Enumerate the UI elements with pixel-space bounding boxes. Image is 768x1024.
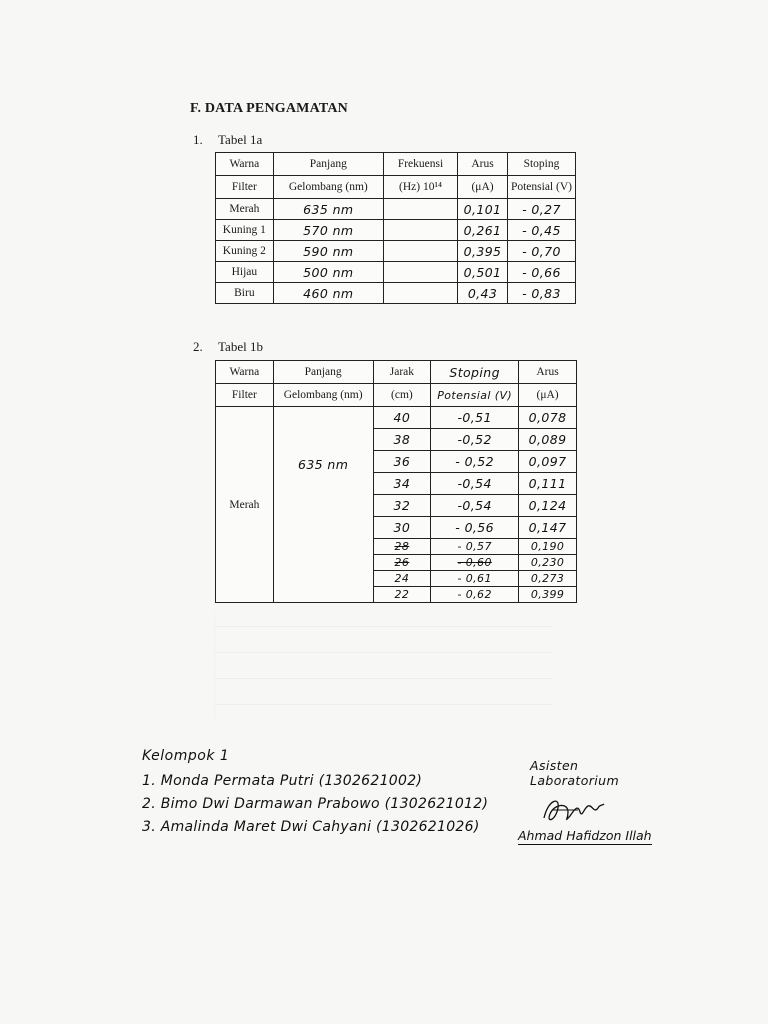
table-1a [215,152,576,304]
header-cell: (μA) [458,176,508,199]
current-cell: 0,230 [519,555,577,571]
potential-cell: - 0,62 [431,587,519,603]
erased-table-remnant [214,612,553,722]
group-members [142,745,488,839]
table-1b-header-row [216,361,577,384]
table-row [216,241,576,262]
group-member: 2. Bimo Dwi Darmawan Prabowo (1302621012) [142,796,489,812]
table-row [216,407,577,429]
potential-cell: - 0,66 [507,262,575,283]
group-title: Kelompok 1 [142,748,230,764]
frequency-cell [383,199,457,220]
filter-cell: Merah [216,407,274,603]
table-1a-header-row [216,153,576,176]
table-1a-header-row [216,176,576,199]
potential-cell: - 0,60 [431,555,519,571]
frequency-cell [383,283,457,304]
current-cell: 0,124 [519,495,577,517]
distance-cell: 32 [373,495,431,517]
potential-cell: -0,54 [431,473,519,495]
filter-cell: Kuning 2 [216,241,274,262]
potential-cell: -0,51 [431,407,519,429]
distance-cell: 28 [373,539,431,555]
table-row [216,199,576,220]
signature-icon [518,788,668,828]
current-cell: 0,097 [519,451,577,473]
table-1a-title: Tabel 1a [218,132,263,147]
table-1b-caption [193,339,263,355]
header-cell: (μA) [519,384,577,407]
frequency-cell [383,220,457,241]
header-cell: Filter [216,176,274,199]
current-cell: 0,395 [458,241,508,262]
table-1a-number: 1. [193,132,203,147]
potential-cell: - 0,61 [431,571,519,587]
header-cell: Potensial (V) [431,384,519,407]
potential-cell: - 0,83 [507,283,575,304]
assistant-role: Asisten Laboratorium [530,758,620,788]
current-cell: 0,273 [519,571,577,587]
header-cell: Warna [216,361,274,384]
current-cell: 0,261 [458,220,508,241]
current-cell: 0,43 [458,283,508,304]
current-cell: 0,111 [519,473,577,495]
header-cell: (Hz) 10¹⁴ [383,176,457,199]
header-cell: Panjang [273,153,383,176]
header-cell: Filter [216,384,274,407]
potential-cell: - 0,27 [507,199,575,220]
frequency-cell [383,241,457,262]
header-cell: Gelombang (nm) [273,176,383,199]
distance-cell: 34 [373,473,431,495]
wavelength-cell: 570 nm [273,220,383,241]
potential-cell: -0,52 [431,429,519,451]
wavelength-cell: 635 nm [273,199,383,220]
assistant-name: Ahmad Hafidzon Illah [518,828,652,843]
distance-cell: 40 [373,407,431,429]
table-1b-title: Tabel 1b [218,339,263,354]
filter-cell: Biru [216,283,274,304]
potential-cell: - 0,45 [507,220,575,241]
wavelength-cell: 590 nm [273,241,383,262]
potential-cell: - 0,52 [431,451,519,473]
group-member: 3. Amalinda Maret Dwi Cahyani (1302621026) [142,819,480,835]
section-heading: F. DATA PENGAMATAN [190,101,348,116]
table-row [216,283,576,304]
filter-cell: Kuning 1 [216,220,274,241]
wavelength-cell: 500 nm [273,262,383,283]
header-cell: Panjang [273,361,373,384]
table-1a-caption [193,132,262,148]
distance-cell: 38 [373,429,431,451]
header-cell: Jarak [373,361,431,384]
header-cell: Warna [216,153,274,176]
wavelength-cell: 460 nm [273,283,383,304]
distance-cell: 22 [373,587,431,603]
current-cell: 0,501 [458,262,508,283]
header-cell: Stoping [507,153,575,176]
filter-cell: Merah [216,199,274,220]
header-cell: Arus [519,361,577,384]
potential-cell: - 0,56 [431,517,519,539]
distance-cell: 24 [373,571,431,587]
table-1b-number: 2. [193,339,203,354]
potential-cell: -0,54 [431,495,519,517]
potential-cell: - 0,70 [507,241,575,262]
table-1b-header-row [216,384,577,407]
current-cell: 0,399 [519,587,577,603]
distance-cell: 36 [373,451,431,473]
frequency-cell [383,262,457,283]
header-cell: (cm) [373,384,431,407]
current-cell: 0,078 [519,407,577,429]
potential-cell: - 0,57 [431,539,519,555]
header-cell: Arus [458,153,508,176]
table-row [216,262,576,283]
table-1b [215,360,577,603]
header-cell: Gelombang (nm) [273,384,373,407]
header-cell: Stoping [431,361,519,384]
current-cell: 0,147 [519,517,577,539]
filter-cell: Hijau [216,262,274,283]
header-cell: Potensial (V) [507,176,575,199]
table-row [216,220,576,241]
current-cell: 0,190 [519,539,577,555]
current-cell: 0,101 [458,199,508,220]
current-cell: 0,089 [519,429,577,451]
distance-cell: 26 [373,555,431,571]
distance-cell: 30 [373,517,431,539]
header-cell: Frekuensi [383,153,457,176]
wavelength-cell: 635 nm [273,407,373,603]
group-member: 1. Monda Permata Putri (1302621002) [142,773,423,789]
assistant-signature-block [518,758,668,845]
